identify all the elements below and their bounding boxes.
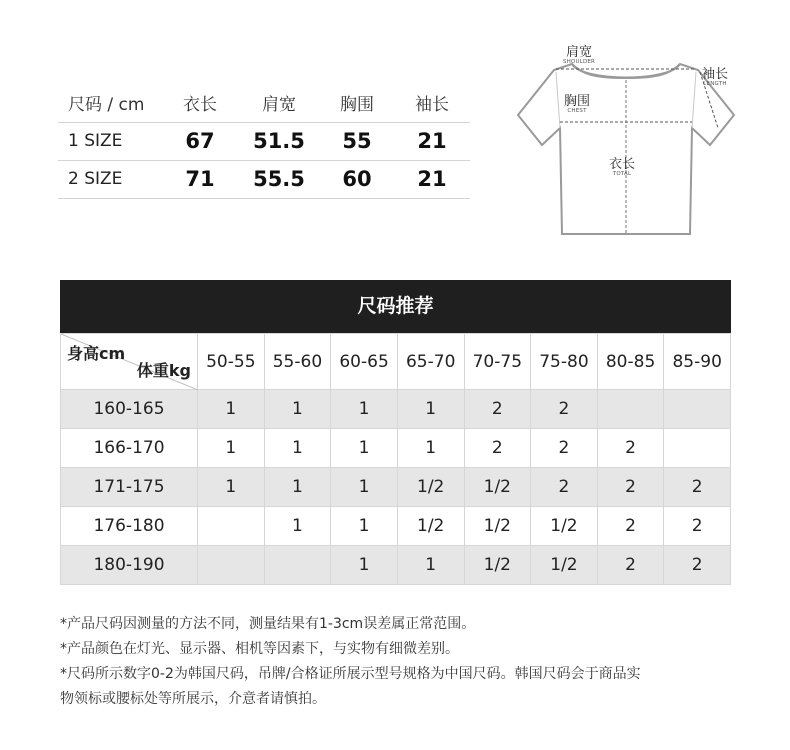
sleeve-header: 袖长 bbox=[394, 84, 470, 122]
height-cell: 176-180 bbox=[61, 507, 198, 546]
height-cell: 180-190 bbox=[61, 546, 198, 585]
chest-label bbox=[550, 95, 604, 115]
sleeve-label-en: LENGTH bbox=[703, 81, 727, 87]
size-label: 1 SIZE bbox=[58, 122, 162, 160]
table-row bbox=[61, 546, 731, 585]
size-cell: 1 bbox=[198, 468, 265, 507]
chest-header: 胸围 bbox=[320, 84, 394, 122]
size-cell: 2 bbox=[597, 468, 664, 507]
size-value: 51.5 bbox=[238, 122, 320, 160]
size-cell: 2 bbox=[531, 468, 598, 507]
weight-header: 85-90 bbox=[664, 334, 731, 390]
height-axis-label: 身高cm bbox=[67, 344, 126, 363]
size-value: 67 bbox=[162, 122, 238, 160]
size-value: 55 bbox=[320, 122, 394, 160]
size-cell: 1 bbox=[331, 429, 398, 468]
size-cell: 1 bbox=[264, 390, 331, 429]
size-table-header bbox=[58, 84, 470, 122]
weight-header: 50-55 bbox=[198, 334, 265, 390]
size-label: 2 SIZE bbox=[58, 160, 162, 198]
size-cell: 1/2 bbox=[464, 546, 531, 585]
size-cell: 2 bbox=[664, 468, 731, 507]
chest-label-en: CHEST bbox=[567, 108, 587, 114]
sleeve-label bbox=[688, 68, 742, 88]
table-row bbox=[61, 429, 731, 468]
length-label-cn: 衣长 bbox=[608, 157, 635, 172]
size-cell: 2 bbox=[597, 546, 664, 585]
weight-header: 55-60 bbox=[264, 334, 331, 390]
length-label-en: TOTAL bbox=[612, 171, 632, 177]
size-cell: 1 bbox=[264, 468, 331, 507]
size-value: 60 bbox=[320, 160, 394, 198]
size-cell: 1 bbox=[331, 546, 398, 585]
size-cell: 2 bbox=[664, 507, 731, 546]
size-cell bbox=[198, 507, 265, 546]
size-cell: 1 bbox=[264, 507, 331, 546]
height-cell: 171-175 bbox=[61, 468, 198, 507]
size-cell: 1 bbox=[397, 390, 464, 429]
size-value: 21 bbox=[394, 160, 470, 198]
sleeve-label-cn: 袖长 bbox=[701, 67, 728, 82]
recommendation-table bbox=[60, 333, 731, 585]
size-cell: 1/2 bbox=[531, 507, 598, 546]
table-row bbox=[61, 468, 731, 507]
weight-header: 80-85 bbox=[597, 334, 664, 390]
size-cell: 1 bbox=[331, 468, 398, 507]
note-line: *产品尺码因测量的方法不同，测量结果有1-3cm误差属正常范围。 bbox=[60, 616, 476, 632]
size-cell: 1 bbox=[331, 507, 398, 546]
corner-cell bbox=[61, 334, 198, 390]
size-cell: 2 bbox=[464, 390, 531, 429]
table-row bbox=[61, 390, 731, 429]
notes bbox=[60, 612, 740, 712]
shoulder-label-cn: 肩宽 bbox=[565, 45, 592, 60]
weight-header: 75-80 bbox=[531, 334, 598, 390]
size-cell: 2 bbox=[597, 429, 664, 468]
shoulder-label bbox=[552, 46, 606, 66]
size-cell: 2 bbox=[464, 429, 531, 468]
size-table bbox=[58, 84, 470, 199]
size-cell bbox=[664, 390, 731, 429]
size-recommendation bbox=[60, 280, 731, 585]
size-cell: 1/2 bbox=[464, 468, 531, 507]
size-cell: 2 bbox=[597, 507, 664, 546]
size-cell bbox=[198, 546, 265, 585]
size-cell: 1 bbox=[331, 390, 398, 429]
size-cell: 1/2 bbox=[464, 507, 531, 546]
size-cell: 1 bbox=[198, 390, 265, 429]
length-header: 衣长 bbox=[162, 84, 238, 122]
length-label bbox=[598, 158, 646, 178]
size-cell: 1/2 bbox=[397, 507, 464, 546]
size-cell: 1 bbox=[397, 429, 464, 468]
weight-header: 70-75 bbox=[464, 334, 531, 390]
chest-label-cn: 胸围 bbox=[563, 94, 590, 109]
size-cell: 1 bbox=[264, 429, 331, 468]
table-row bbox=[61, 507, 731, 546]
size-value: 21 bbox=[394, 122, 470, 160]
weight-header: 60-65 bbox=[331, 334, 398, 390]
note-line: *尺码所示数字0-2为韩国尺码，吊牌/合格证所展示型号规格为中国尺码。韩国尺码会于商品实 bbox=[60, 666, 641, 682]
size-cell: 2 bbox=[531, 429, 598, 468]
height-cell: 166-170 bbox=[61, 429, 198, 468]
table-row bbox=[58, 160, 470, 198]
size-cell: 2 bbox=[531, 390, 598, 429]
table-row bbox=[58, 122, 470, 160]
shoulder-label-en: SHOULDER bbox=[562, 59, 596, 65]
size-cell: 1/2 bbox=[397, 468, 464, 507]
recommendation-title: 尺码推荐 bbox=[60, 280, 731, 333]
unit-header: 尺码 / cm bbox=[58, 84, 162, 122]
shoulder-header: 肩宽 bbox=[238, 84, 320, 122]
size-cell: 2 bbox=[664, 546, 731, 585]
weight-header: 65-70 bbox=[397, 334, 464, 390]
note-line: 物领标或腰标处等所展示，介意者请慎拍。 bbox=[60, 691, 326, 707]
size-cell bbox=[264, 546, 331, 585]
weight-header-row bbox=[61, 334, 731, 390]
note-line: *产品颜色在灯光、显示器、相机等因素下，与实物有细微差别。 bbox=[60, 641, 459, 657]
size-value: 55.5 bbox=[238, 160, 320, 198]
size-cell bbox=[597, 390, 664, 429]
tshirt-diagram bbox=[512, 40, 742, 240]
size-cell: 1/2 bbox=[531, 546, 598, 585]
size-cell: 1 bbox=[397, 546, 464, 585]
height-cell: 160-165 bbox=[61, 390, 198, 429]
size-cell: 1 bbox=[198, 429, 265, 468]
size-value: 71 bbox=[162, 160, 238, 198]
size-cell bbox=[664, 429, 731, 468]
weight-axis-label: 体重kg bbox=[136, 361, 191, 380]
